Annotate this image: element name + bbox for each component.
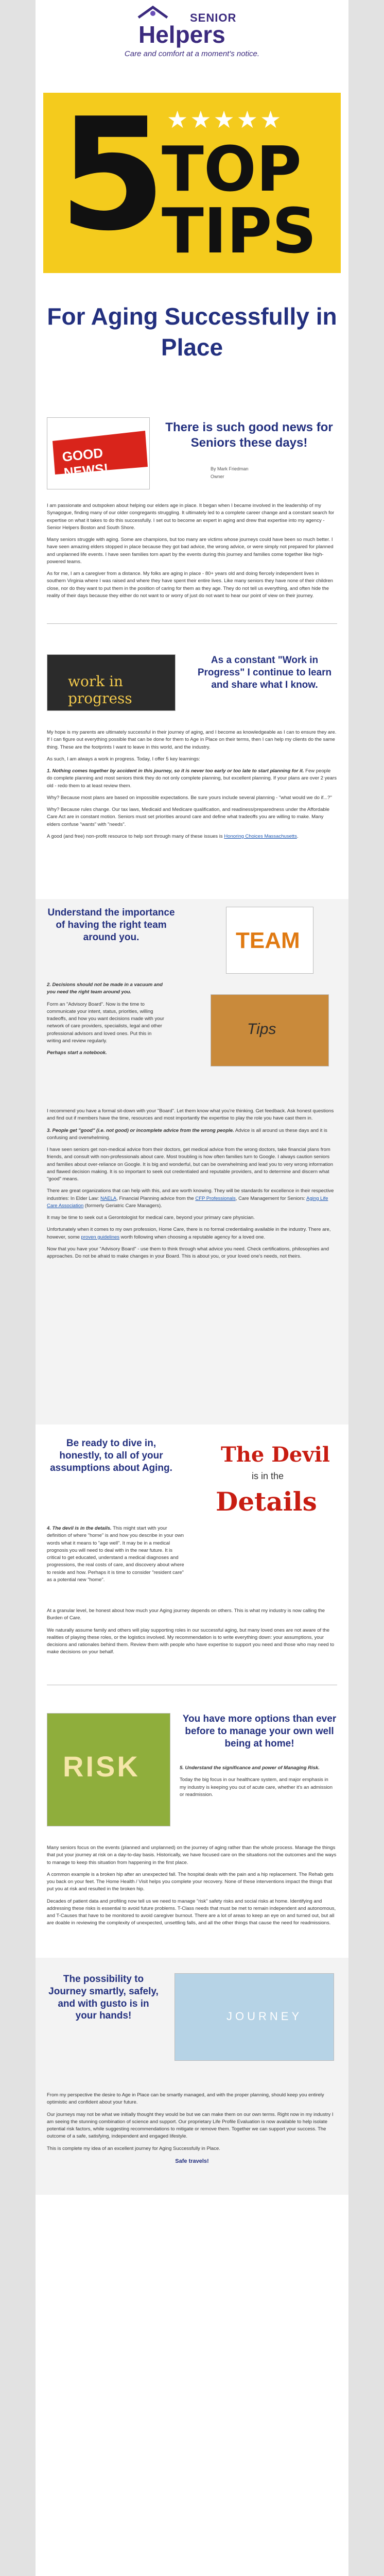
team-p5c: , Care Management for Seniors:	[235, 1195, 307, 1201]
team-paragraph-8: Now that you have your "Advisory Board" - use them to think through what advice you need. Check certifications, philosophies and approaches. Do not be afraid to make changes in your Board. This is about you, or your loved one's needs, not theirs.	[47, 1246, 329, 1259]
devil-line-2: is in the	[252, 1471, 284, 1481]
devil-heading: Be ready to dive in, honestly, to all of your assumptions about Aging.	[50, 1438, 172, 1473]
team-paragraph-7	[47, 1226, 337, 1241]
intro-heading: There is such good news for Seniors these days!	[165, 420, 333, 450]
team-p5d: (formerly Geriatric Care Managers).	[83, 1202, 162, 1209]
wip-paragraph-1: My hope is my parents are ultimately successful in their journey of aging, and I become as knowledgeable as I can to ensure they are. If I can figure out everything possible that can be done for them to Age in Place on their terms, then I can help my clients do the same thing. These are the footprints I want to leave in this world, and the industry.	[47, 730, 337, 750]
team-paragraph-6: It may be time to seek out a Gerontologist for medical care, beyond your primary care physician.	[47, 1215, 255, 1221]
devil-text	[47, 1607, 337, 1661]
risk-paragraph-2: Many seniors focus on the events (planned and unplanned) on the journey of aging rather than the whole process. Manage the things that put your journey at risk on a day-to-day basis. Historically, we have focused care on the situations not the outcomes and the ways to manage to keep this situation from happening in the first place.	[47, 1845, 337, 1866]
naela-link[interactable]: NAELA	[100, 1195, 117, 1201]
journey-paragraph-1: From my perspective the desire to Age in Place can be smartly managed, and with the proper planning, should keep you entirely optimistic and confident about your future.	[47, 2092, 324, 2106]
logo[interactable]	[36, 0, 348, 57]
intro-paragraph-2: Many seniors struggle with aging. Some are champions, but too many are victims whose journeys could have been so much better. I have seen amazing elders stopped in place because they got bad advice, the wrong advice, or were simply not prepared for planned and unplanned life events. I have seen families torn apart by the events during this journey and families come together like high-powered teams.	[47, 537, 334, 565]
proven-guidelines-link[interactable]: proven guidelines	[81, 1234, 120, 1240]
devil-paragraph-3: We naturally assume family and others will play supporting roles in our successful aging, but many loved ones are not aware of the realities of playing these roles, or the logistics involved. My recommendation is to write everything down: your assumptions, your decisions and rationales behind them. Review them with people who have expertise to support you need and those who may need to make decisions on your behalf.	[47, 1627, 335, 1655]
banner-stars: ★★★★★	[167, 106, 284, 133]
intro-text	[47, 502, 337, 604]
risk-label: RISK	[63, 1750, 140, 1783]
wip-paragraph-3: Why? Because most plans are based on impossible expectations. Be sure yours include several planning - "what would we do if...?"	[47, 794, 332, 801]
cfp-link[interactable]: CFP Professionals	[195, 1195, 236, 1201]
team-label: TEAM	[236, 928, 300, 953]
team-image	[226, 907, 313, 974]
tip-1-lead: 1. Nothing comes together by accident in this journey, so it is never too early or too late to start planning for it.	[47, 768, 304, 774]
journey-signoff: Safe travels!	[175, 2158, 209, 2164]
intro-paragraph-3: As for me, I am a caregiver from a distance. My folks are aging in place - 80+ years old and doing fiercely independent lives in southern Virginia where I was raised and where they have spent their entire lives. Like many seniors they have none of their children close, nor do they want to put them in the position of caring for them as they age. They do not tell us everything, and often hide the reality of their days because they either do not want to or worry of just do not want to hear our point of view on their journey.	[47, 571, 333, 599]
byline-role: Owner	[211, 474, 224, 479]
risk-heading: You have more options than ever before to manage your own well being at home!	[182, 1714, 337, 1749]
team-text	[47, 1108, 337, 1265]
team-paragraph-2: Perhaps start a notebook.	[47, 1050, 107, 1056]
wip-text	[47, 729, 337, 845]
tip-4	[47, 1525, 186, 1584]
wip-heading: As a constant "Work in Progress" I continue to learn and share what I know.	[197, 655, 332, 690]
good-news-image	[47, 417, 150, 489]
aging-life-care-link[interactable]: Aging Life Care Association	[47, 1195, 328, 1209]
logo-senior: SENIOR	[190, 11, 237, 24]
devil-paragraph-2: At a granular level, be honest about how much your Aging journey depends on others. This is what my industry is now calling the Burden of Care.	[47, 1608, 325, 1621]
team-tip-2	[47, 981, 165, 1061]
good-news-label: GOOD NEWS!	[61, 445, 109, 481]
team-paragraph-4: I have seen seniors get non-medical advice from their doctors, get medical advice from the wrong doctors, take financial plans from friends, and consult with non-professionals about care. Most troubling is how often families turn to Google. I always caution seniors and families about over-reliance on Google. It is big and wonderful, but can be overwhelming and lead you to very wrong information and flawed decision making. It is so important to seek out credentialed and reputable providers, and to determine and discern what "good" means.	[47, 1147, 334, 1182]
team-paragraph-1: Form an "Advisory Board". Now is the time to communicate your intent, status, priorities, willing tradeoffs, and how you want decisions made with your network of care providers, specialists, legal and other professional advisors and loved ones. Put this in writing and review regularly.	[47, 1001, 164, 1044]
byline-author: By Mark Friedman	[211, 466, 249, 471]
tip-1-rest: Few people do complete planning and most seniors think they do not only complete planning, but excellent planning. If your plans are over 2 years old - redo them to at least review them.	[47, 768, 337, 789]
journey-label: JOURNEY	[226, 2010, 303, 2023]
honoring-choices-link[interactable]: Honoring Choices Massachusetts	[224, 833, 297, 839]
logo-helpers: Helpers	[138, 21, 225, 48]
wip-p5-end: .	[296, 833, 299, 839]
tip-2: 2. Decisions should not be made in a vacuum and you need the right team around you.	[47, 982, 163, 995]
risk-paragraph-3: A common example is a broken hip after an unexpected fall. The hospital deals with the pain and a hip replacement. The Rehab gets you back on your feet. The Home Health / Visit helps you complete your recovery. None of these interventions impact the things that put you at risk and resulted in the broken hip.	[47, 1871, 334, 1892]
team-heading: Understand the importance of having the right team around you.	[47, 907, 175, 943]
tip-3-rest: Advice is all around us these days and it is confusing and overwhelming.	[47, 1127, 327, 1141]
banner-tips: TIPS	[162, 196, 317, 267]
notebook-label: Tips	[247, 1021, 276, 1038]
banner-number: 5	[59, 93, 166, 265]
newsletter-sheet	[36, 0, 348, 2576]
journey-text	[47, 2092, 337, 2170]
banner-top: TOP	[162, 134, 302, 206]
journey-image	[174, 1973, 334, 2061]
risk-tip-5	[180, 1765, 334, 1803]
devil-image	[205, 1437, 334, 1530]
journey-paragraph-2: Our journeys may not be what we initially thought they would be but we can make them on our own terms. Right now in my industry I am seeing the stunning combination of science and support. Our proprietary Life Profile Evaluation is now available to help isolate potential risk factors, while suggesting recommendations to mitigate or remove them. Together we can support your success. The outcome of a safe, satisfying, independent and engaged lifestyle.	[47, 2111, 334, 2140]
devil-tip-4	[47, 1525, 186, 1588]
divider	[47, 623, 337, 624]
journey-heading: The possibility to Journey smartly, safely, and with gusto is in your hands!	[48, 1974, 159, 2022]
team-paragraph-5	[47, 1188, 337, 1210]
wip-label: work in progress	[68, 673, 132, 707]
team-p7a: Unfortunately when it comes to my own profession, Home Care, there is no formal credentialing available in the industry. There are, however, some	[47, 1227, 331, 1240]
risk-paragraph-1: Today the big focus in our healthcare system, and major emphasis in my industry is keeping you out of acute care, whether it's an admission or readmission.	[180, 1777, 333, 1798]
logo-tagline: Care and comfort at a moment's notice.	[124, 49, 260, 58]
notebook-image	[211, 994, 329, 1066]
tip-1	[47, 768, 337, 790]
team-p5b: , Financial Planning advice from the	[116, 1195, 196, 1201]
wip-p5-text: A good (and free) non-profit resource to help sort through many of these issues is	[47, 833, 224, 839]
tip-4-rest: This might start with your definition of where "home" is and how you describe in your own words what it means to "age well". It may be in a medical prognosis you will need to deal with in the near future. It is critical to get educated, understand a medical diagnoses and progressions, the real costs of care, and discovery about where to reside and how. Perhaps it is time to consider "resident care" as a potential new "home".	[47, 1526, 184, 1583]
team-p5a: There are great organizations that can help with this, and are worth knowing. They will be standards for excellence in their respective industries: In Elder Law:	[47, 1188, 334, 1201]
risk-image	[47, 1713, 170, 1826]
work-in-progress-image	[47, 654, 176, 711]
wip-paragraph-5	[47, 833, 337, 840]
tip-5: 5. Understand the significance and power of Managing Risk.	[180, 1765, 320, 1771]
devil-line-1: The Devil	[221, 1443, 330, 1467]
tip-4-lead: 4. The devil is in the details.	[47, 1526, 112, 1531]
top-tips-banner	[43, 93, 341, 273]
team-paragraph-3: I recommend you have a formal sit-down with your "Board". Let them know what you're thinking. Get feedback. Ask honest questions and find out if members have the time, resources and most importantly the expertise to play the role you have cast them in.	[47, 1108, 334, 1122]
team-p7b: worth following when choosing a reputable agency for a loved one.	[119, 1234, 266, 1240]
risk-paragraph-4: Decades of patient data and profiling now tell us we need to manage "risk" safety risks and social risks at home. Identifying and addressing these risks is essential to avoid future problems. T-Class needs that must be met to remain independent and autonomous, and T-Causes that have to be monitored to avoid caregiver burnout. There are a lot of areas to keep an eye on and turned out, but all are doable in reviewing the complexity of unexpected, unsettling falls, and all the other things that cause the need for readmissions.	[47, 1898, 336, 1926]
tip-3-lead: 3. People get "good" (i.e. not good) or incomplete advice from the wrong people.	[47, 1127, 234, 1133]
wip-paragraph-2: As such, I am always a work in progress. Today, I offer 5 key learnings:	[47, 756, 200, 762]
wip-paragraph-4: Why? Because rules change. Our tax laws, Medicaid and Medicare qualification, and readiness/preparedness under the Affordable Care Act are in constant motion. Seniors must set priorities around care and define what tradeoffs you are willing to make. Many elders confuse "wants" with "needs".	[47, 807, 330, 827]
journey-paragraph-3: This is complete my idea of an excellent journey for Aging Successfully in Place.	[47, 2145, 220, 2151]
tip-3	[47, 1127, 337, 1142]
devil-line-3: Details	[216, 1486, 317, 1517]
intro-paragraph-1: I am passionate and outspoken about helping our elders age in place. It began when I became involved in the leadership of my Synagogue, finding many of our older congregants struggling. It ultimately led to a complete career change and a constant search for expertise on what it takes to do this successfully. I set out to become an expert in aging and drew that expertise into my agency - Senior Helpers Boston and South Shore.	[47, 503, 335, 531]
roof-icon	[137, 5, 168, 19]
risk-text	[47, 1844, 337, 1932]
main-title: For Aging Successfully in Place	[47, 303, 337, 361]
